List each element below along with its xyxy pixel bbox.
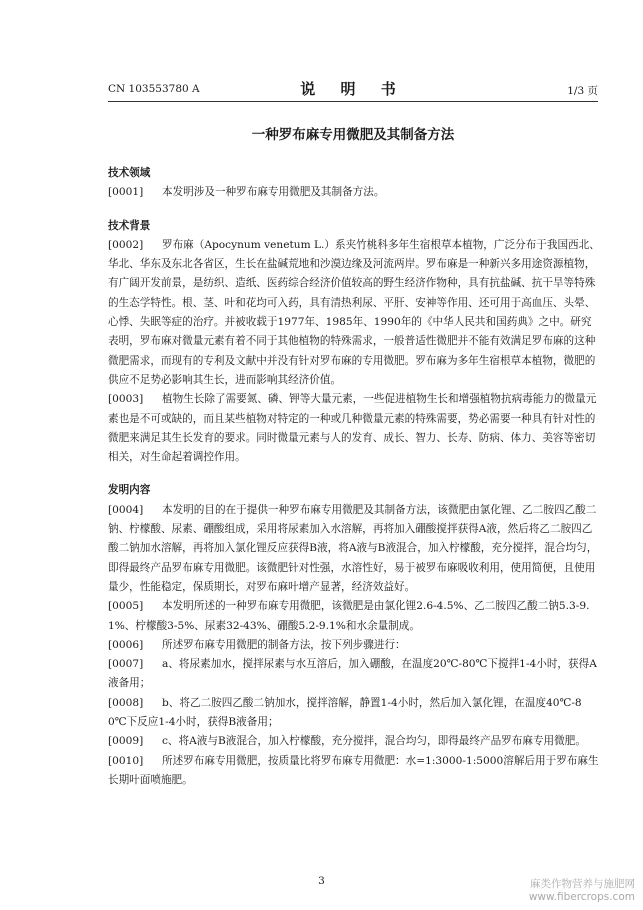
section-heading: 发明内容 (108, 484, 151, 497)
watermark-line2: www.fibercrops.com (528, 891, 635, 903)
paragraph-text: 所述罗布麻专用微肥，按质量比将罗布麻专用微肥：水=1:3000-1:5000溶解后用于罗布麻生长期叶面喷施肥。 (108, 754, 599, 786)
paragraph (108, 694, 600, 733)
paragraph (108, 501, 600, 597)
watermark (529, 878, 635, 904)
paragraph-text: a、将尿素加水，搅拌尿素与水互溶后，加入硼酸，在温度20℃-80℃下搅拌1-4小时，获得A液备用； (108, 658, 597, 690)
watermark-line1: 麻类作物营养与施肥网 (530, 878, 635, 890)
paragraph-text: c、将A液与B液混合，加入柠檬酸，充分搅拌，混合均匀，即得最终产品罗布麻专用微肥。 (162, 735, 586, 748)
section-heading: 技术领域 (108, 167, 151, 179)
patent-number: CN 103553780 A (108, 83, 200, 95)
paragraph-number: [0008] (108, 696, 144, 709)
page-header (108, 78, 598, 100)
paragraph-number: [0002] (108, 238, 144, 251)
paragraph-number: [0005] (108, 600, 144, 613)
paragraph (108, 390, 600, 467)
paragraph (108, 636, 600, 655)
paragraph-number: [0004] (108, 503, 144, 516)
paragraph-number: [0001] (108, 186, 144, 199)
paragraph (108, 655, 600, 694)
paragraph (108, 732, 600, 751)
paragraph (108, 236, 600, 390)
paragraph-number: [0006] (108, 638, 144, 651)
paragraph (108, 597, 600, 636)
document-body (108, 160, 600, 790)
paragraph-number: [0010] (108, 754, 144, 767)
paragraph-number: [0003] (108, 393, 144, 406)
paragraph-text: 植物生长除了需要氮、磷、钾等大量元素，一些促进植物生长和增强植物抗病毒能力的微量元素也是不可或缺的，而且某些植物对特定的一种或几种微量元素的特殊需要，势必需要一种具有针对性的微肥来满足其生长发育的要求。同时微量元素与人的发育、成长、智力、长寿、防病、体力、美容等密切相关，对生命起着调控作用。 (108, 393, 597, 464)
page-label: 1/3 页 (567, 85, 598, 97)
paragraph (108, 752, 600, 791)
header-rule (108, 101, 598, 102)
paragraph-text: 本发明的目的在于提供一种罗布麻专用微肥及其制备方法，该微肥由氯化锂、乙二胺四乙酸二钠、柠檬酸、尿素、硼酸组成，采用将尿素加入水溶解，再将加入硼酸搅拌获得A液，然后将乙二胺四乙酸二钠加水溶解，再将加入氯化锂反应获得B液，将A液与B液混合，加入柠檬酸，充分搅拌，混合均匀，即得最终产品罗布麻专用微肥。该微肥针对性强，水溶性好，易于被罗布麻吸收利用，使用简便，且使用量少，性能稳定，保质期长，对罗布麻叶增产显著，经济效益好。 (108, 503, 598, 593)
paragraph-text: 本发明涉及一种罗布麻专用微肥及其制备方法。 (162, 186, 385, 199)
paragraph-text: 所述罗布麻专用微肥的制备方法，按下列步骤进行： (162, 638, 406, 651)
document-title: 一种罗布麻专用微肥及其制备方法 (251, 127, 455, 143)
document-type: 说 明 书 (300, 80, 406, 98)
paragraph-number: [0009] (108, 735, 144, 748)
paragraph-text: 罗布麻（Apocynum venetum L.）系夹竹桃科多年生宿根草本植物，广泛分布于我国西北、华北、华东及东北各省区，生长在盐碱荒地和沙漠边缘及河流两岸。罗布麻是一种新兴多用途资源植物，有广阔开发前景，是纺织、造纸、医药综合经济价值较高的野生经济作物种，具有抗盐碱、抗干旱等特殊的生态学特性。根、茎、叶和花均可入药，具有清热利尿、平肝、安神等作用、还可用于高血压、头晕、心悸、失眠等症的治疗。并被收载于1977年、1985年、1990年的《中华人民共和国药典》之中。研究表明，罗布麻对微量元素有着不同于其他植物的特殊需求，一般普适性微肥并不能有效满足罗布麻的这种微肥需求，而现有的专利及文献中并没有针对罗布麻的专用微肥。罗布麻为多年生宿根草本植物，微肥的供应不足势必影响其生长，进而影响其经济价值。 (108, 238, 600, 386)
paragraph (108, 183, 600, 202)
paragraph-number: [0007] (108, 658, 144, 671)
paragraph-text: b、将乙二胺四乙酸二钠加水，搅拌溶解，静置1-4小时，然后加入氯化锂，在温度40℃-80℃下反应1-4小时，获得B液备用； (108, 696, 582, 729)
page-number: 3 (318, 875, 325, 887)
section-heading: 技术背景 (108, 219, 151, 232)
paragraph-text: 本发明所述的一种罗布麻专用微肥，该微肥是由氯化锂2.6-4.5%、乙二胺四乙酸二钠5.3-9.1%、柠檬酸3-5%、尿素32-43%、硼酸5.2-9.1%和水余量制成。 (108, 600, 590, 632)
